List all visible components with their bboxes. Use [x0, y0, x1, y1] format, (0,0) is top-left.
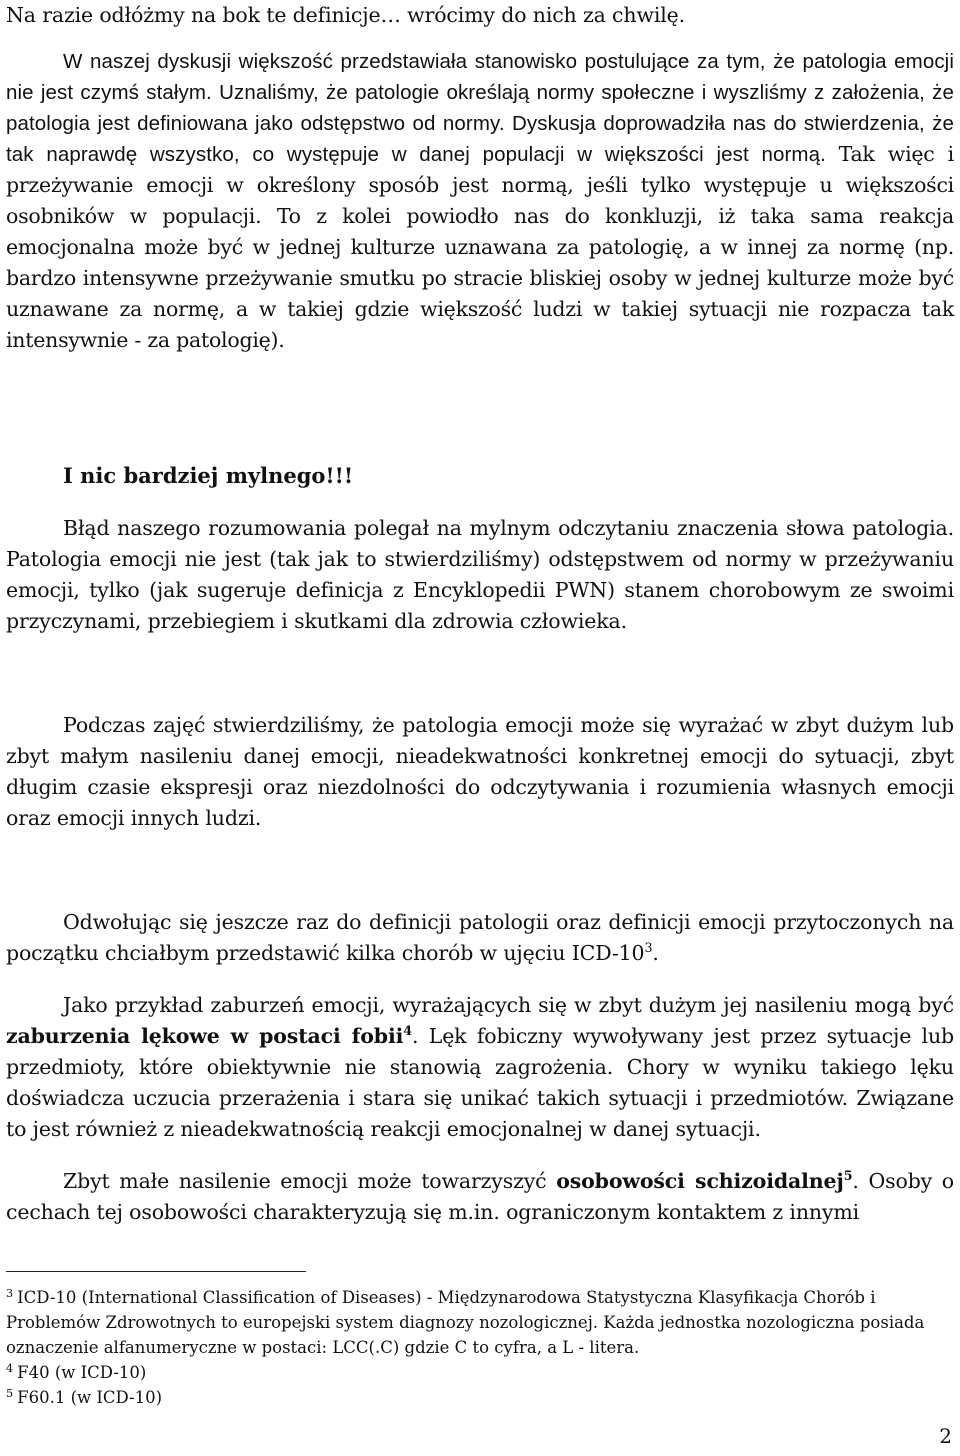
phobia-text-after: . Lęk fobiczny wywoływany jest przez sytuacje lub przedmioty, które obiektywnie nie stanowią zagrożenia. Chory w wyniku takiego lęku doświadcza uczucia przerażenia i stara się unikać takich sytuacji i przedmiotów. Związane to jest również z nieadekwatnością reakcji emocjonalnej w danej sytuacji. — [6, 1024, 954, 1141]
footnote-text: F40 (w ICD-10) — [17, 1363, 147, 1382]
footnote-text: F60.1 (w ICD-10) — [17, 1388, 163, 1407]
schizoid-paragraph — [6, 1166, 954, 1228]
classes-paragraph: Podczas zajęć stwierdziliśmy, że patologia emocji może się wyrażać w zbyt dużym lub zbyt małym nasileniu danej emocji, nieadekwatności konkretnej emocji do sytuacji, zbyt długim czasie ekspresji oraz niezdolności do odczytywania i rozumienia własnych emocji oraz emocji innych ludzi. — [6, 713, 954, 830]
icd-paragraph — [6, 907, 954, 969]
footnote-text: ICD-10 (International Classification of Diseases) - Międzynarodowa Statystyczna Klasyfikacja Chorób i Problemów Zdrowotnych to europejski system diagnozy nozologicznej. Każda jednostka nozologiczna posiada oznaczenie alfanumeryczne w postaci: LCC(.C) gdzie C to cyfra, a L - litera. — [6, 1288, 925, 1357]
footnote-separator — [6, 1271, 306, 1272]
schizoid-text-before: Zbyt małe nasilenie emocji może towarzyszyć — [63, 1169, 557, 1193]
intro-paragraph: Na razie odłóżmy na bok te definicje… wrócimy do nich za chwilę. — [6, 3, 686, 27]
icd-end: . — [652, 941, 659, 965]
footnotes — [6, 1285, 954, 1410]
footnote-4 — [6, 1360, 954, 1385]
footnote-ref-5[interactable]: 5 — [843, 1168, 853, 1184]
schizoid-text-after: . Osoby o cechach tej osobowości charakteryzują się m.in. ograniczonym kontaktem z innymi — [6, 1169, 955, 1224]
phobia-paragraph — [6, 990, 954, 1145]
footnote-number: 5 — [6, 1386, 14, 1400]
phobia-term: zaburzenia lękowe w postaci fobii — [6, 1024, 404, 1048]
footnote-ref-3[interactable]: 3 — [644, 940, 653, 956]
phobia-text-before: Jako przykład zaburzeń emocji, wyrażających się w zbyt dużym jej nasileniu mogą być — [63, 993, 954, 1017]
icd-text: Odwołując się jeszcze raz do definicji patologii oraz definicji emocji przytoczonych na początku chciałbym przedstawić kilka chorób w ujęciu ICD-10 — [6, 910, 954, 965]
discussion-text: W naszej dyskusji większość przedstawiała stanowisko postulujące za tym, że patologia emocji nie jest czymś stałym. Uznaliśmy, że patologie określają normy społeczne i wyszliśmy z założenia, że patologia jest definiowana jako odstępstwo od normy. Dyskusja doprowadziła nas do stwierdzenia, że tak naprawdę wszystko, co występuje w danej populacji w większości jest normą. — [6, 50, 954, 166]
footnote-number: 3 — [6, 1286, 14, 1300]
error-paragraph: Błąd naszego rozumowania polegał na mylnym odczytaniu znaczenia słowa patologia. Patologia emocji nie jest (tak jak to stwierdziliśmy) odstępstwem od normy w przeżywaniu emocji, tylko (jak sugeruje definicja z Encyklopedii PWN) stanem chorobowym ze swoimi przyczynami, przebiegiem i skutkami dla zdrowia człowieka. — [6, 516, 954, 633]
footnote-3 — [6, 1285, 954, 1360]
footnote-ref-4[interactable]: 4 — [403, 1023, 412, 1039]
footnote-number: 4 — [6, 1361, 14, 1375]
discussion-tail-text: Tak więc i przeżywanie emocji w określony sposób jest normą, jeśli tylko występuje u większości osobników w populacji. To z kolei powiodło nas do konkluzji, iż taka sama reakcja emocjonalna może być w jednej kulturze uznawana za patologię, a w innej za normę (np. bardzo intensywne przeżywanie smutku po stracie bliskiej osoby w jednej kulturze może być uznawane za normę, a w takiej gdzie większość ludzi w takiej sytuacji nie rozpacza tak intensywnie - za patologię). — [6, 142, 954, 352]
footnote-5 — [6, 1385, 954, 1410]
section-heading: I nic bardziej mylnego!!! — [63, 463, 354, 488]
page-number: 2 — [939, 1424, 952, 1448]
discussion-paragraph — [6, 46, 954, 356]
schizoid-term: osobowości schizoidalnej — [556, 1169, 844, 1193]
